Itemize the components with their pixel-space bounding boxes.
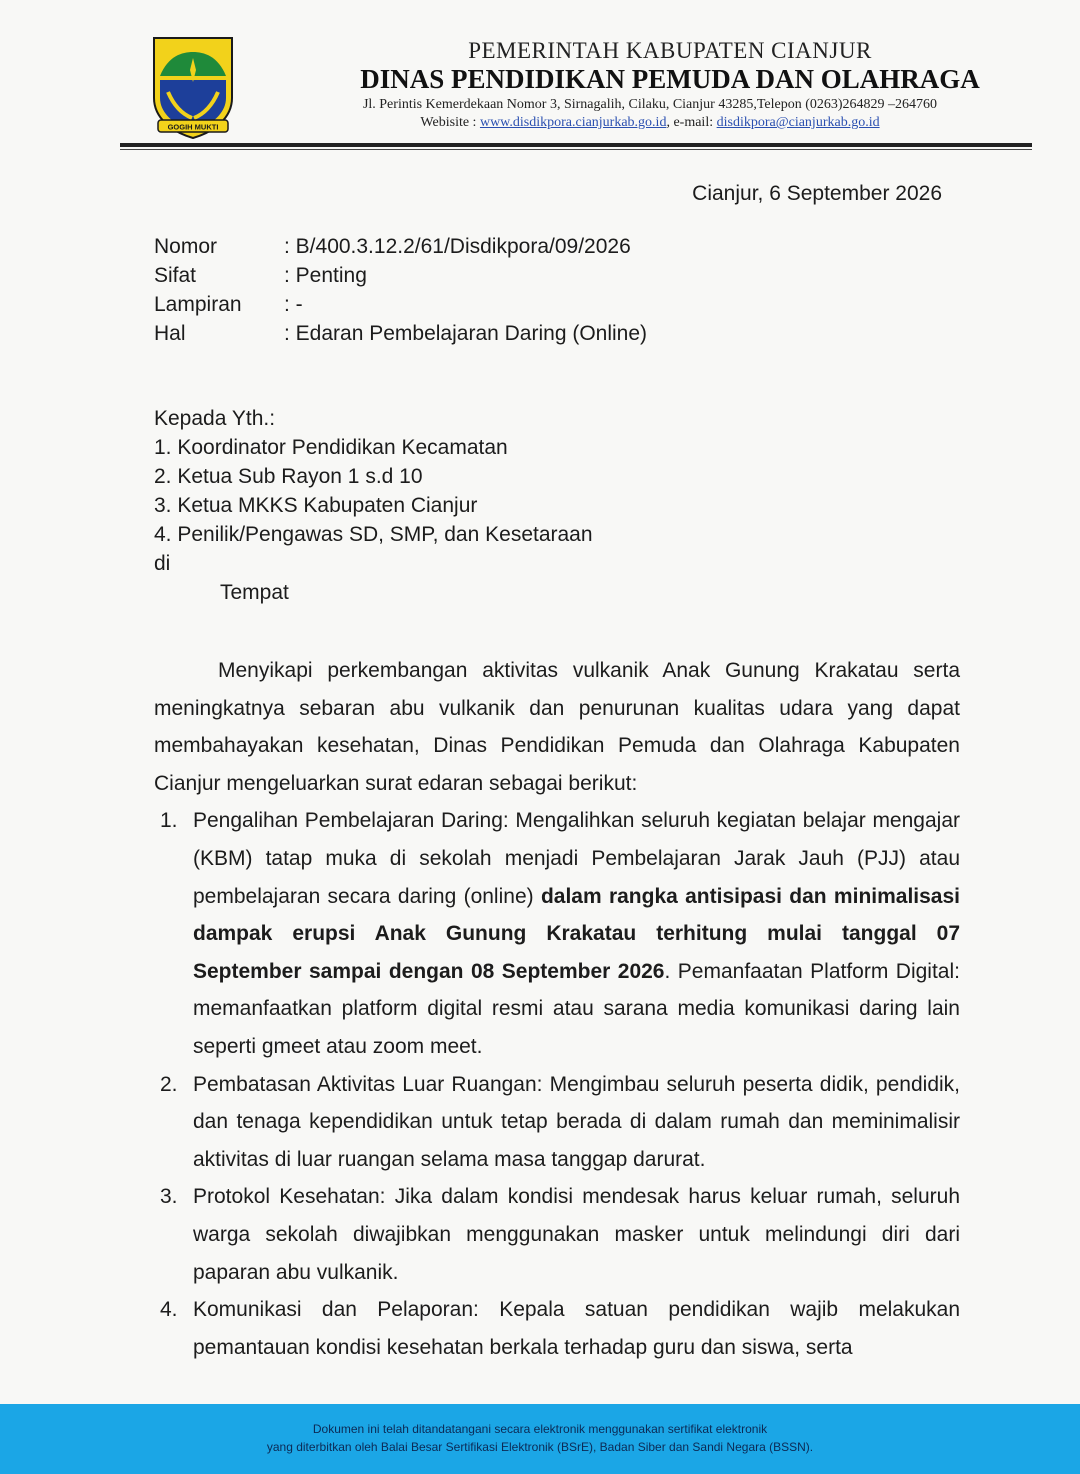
instruction-item (154, 1066, 960, 1179)
recipient-block (154, 404, 593, 607)
letter-metadata (154, 232, 647, 348)
website-label: Webisite : (420, 115, 480, 130)
meta-key: Nomor (154, 235, 218, 258)
meta-value: : Edaran Pembelajaran Daring (Online) (284, 322, 648, 345)
letter-body (154, 652, 960, 1366)
item-number: 4. (160, 1298, 178, 1322)
email-link[interactable]: disdikpora@cianjurkab.go.id (716, 115, 880, 130)
item-text: Pembatasan Aktivitas Luar Ruangan: Mengimbau seluruh peserta didik, pendidik, dan tenaga kependidikan untuk tetap berada di dalam rumah dan meminimalisir aktivitas di luar ruangan selama masa tanggap darurat. (193, 1072, 960, 1171)
footer-line: Dokumen ini telah ditandatangani secara elektronik menggunakan sertifikat elektronik (312, 1422, 768, 1436)
item-number: 1. (160, 809, 178, 833)
meta-value: : Penting (284, 264, 367, 287)
item-text: . Pemanfaatan Platform Digital: memanfaatkan platform digital resmi atau sarana media komunikasi daring lain seperti gmeet atau zoom meet. (193, 959, 960, 1058)
instruction-item (154, 1291, 960, 1366)
letterhead-divider (120, 143, 1032, 147)
meta-row-sifat (154, 261, 647, 290)
meta-value: : - (284, 293, 303, 316)
recipient-item: 3. Ketua MKKS Kabupaten Cianjur (154, 494, 478, 517)
intro-paragraph: Menyikapi perkembangan aktivitas vulkanik Anak Gunung Krakatau serta meningkatnya sebaran abu vulkanik dan penurunan kualitas udara yang dapat membahayakan kesehatan, Dinas Pendidikan Pemuda dan Olahraga Kabupaten Cianjur mengeluarkan surat edaran sebagai berikut: (154, 659, 960, 795)
recipient-item: 1. Koordinator Pendidikan Kecamatan (154, 436, 508, 459)
item-number: 2. (160, 1072, 178, 1096)
email-label: , e-mail: (666, 115, 717, 130)
salutation: Kepada Yth.: (154, 407, 276, 430)
item-number: 3. (160, 1185, 178, 1209)
letterhead (270, 38, 1030, 131)
letter-date: Cianjur, 6 September 2026 (692, 182, 942, 205)
di-label: di (154, 552, 171, 575)
item-text-bold: dalam rangka antisipasi dan minimalisasi dampak erupsi Anak Gunung Krakatau terhitung mulai tanggal 07 September sampai dengan 08 September 2026 (193, 884, 960, 983)
item-text: Komunikasi dan Pelaporan: Kepala satuan pendidikan wajib melakukan pemantauan kondisi kesehatan berkala terhadap guru dan siswa, serta (193, 1298, 960, 1359)
cianjur-crest-logo (148, 36, 238, 140)
item-text: Protokol Kesehatan: Jika dalam kondisi mendesak harus keluar rumah, seluruh warga sekolah diwajibkan menggunakan masker untuk melindungi diri dari paparan abu vulkanik. (193, 1185, 960, 1284)
meta-key: Sifat (154, 264, 197, 287)
e-signature-footer (0, 1404, 1080, 1474)
recipient-item: 2. Ketua Sub Rayon 1 s.d 10 (154, 465, 423, 488)
tempat-label: Tempat (220, 581, 289, 604)
svg-text:GOGIH MUKTI: GOGIH MUKTI (167, 122, 219, 132)
instruction-item (154, 1178, 960, 1291)
recipient-item: 4. Penilik/Pengawas SD, SMP, dan Kesetaraan (154, 523, 593, 546)
meta-key: Lampiran (154, 293, 242, 316)
agency-address: Jl. Perintis Kemerdekaan Nomor 3, Sirnagalih, Cilaku, Cianjur 43285,Telepon (0263)264829 –264760 (362, 97, 938, 112)
letterhead-divider-thin (120, 149, 1032, 150)
footer-line: yang diterbitkan oleh Balai Besar Sertifikasi Elektronik (BSrE), Badan Siber dan Sandi Negara (BSSN). (266, 1440, 814, 1454)
agency-name: DINAS PENDIDIKAN PEMUDA DAN OLAHRAGA (360, 64, 980, 94)
agency-contact (270, 114, 1030, 131)
item-text: Pengalihan Pembelajaran Daring: Mengalihkan seluruh kegiatan belajar mengajar (KBM) tatap muka di sekolah menjadi Pembelajaran Jarak Jauh (PJJ) atau pembelajaran secara daring (online) (193, 809, 960, 908)
meta-row-nomor (154, 232, 647, 261)
website-link[interactable]: www.disdikpora.cianjurkab.go.id (479, 115, 667, 130)
government-name: PEMERINTAH KABUPATEN CIANJUR (468, 38, 872, 63)
meta-value: : B/400.3.12.2/61/Disdikpora/09/2026 (284, 235, 631, 258)
instruction-item (154, 802, 960, 1065)
meta-key: Hal (154, 322, 186, 345)
meta-row-lampiran (154, 290, 647, 319)
instruction-list (154, 802, 960, 1366)
meta-row-hal (154, 319, 647, 348)
